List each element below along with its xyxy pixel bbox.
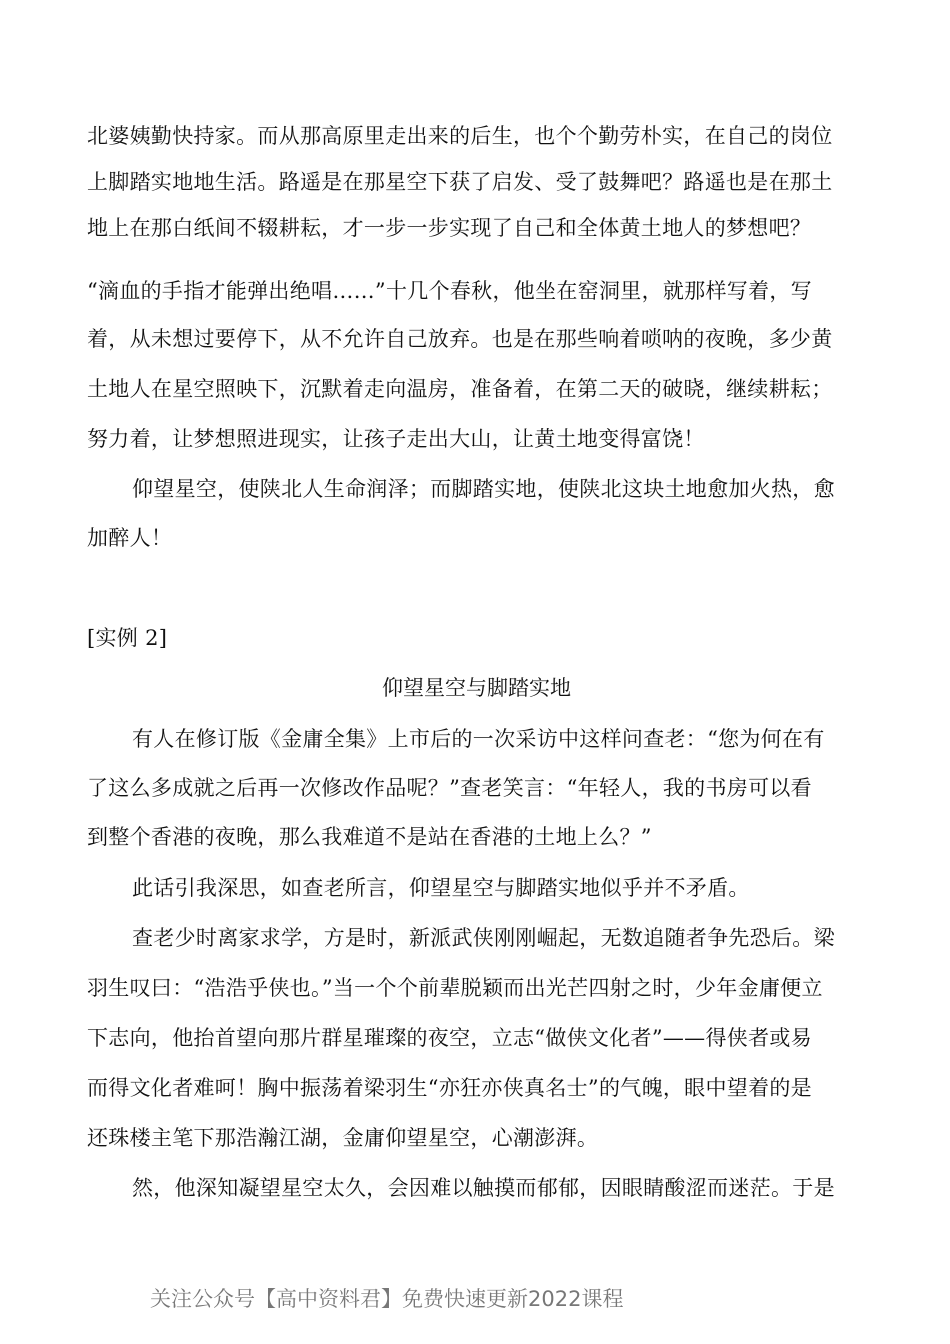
text-line: 而得文化者难呵！胸中振荡着梁羽生“亦狂亦侠真名士”的气魄，眼中望着的是	[87, 1076, 812, 1100]
footer-watermark: 关注公众号【高中资料君】免费快速更新2022课程	[150, 1287, 624, 1311]
text-line: 加醉人！	[87, 526, 173, 550]
text-line: 着，从未想过要停下，从不允许自己放弃。也是在那些响着唢呐的夜晚，多少黄	[87, 327, 833, 351]
text-line: 努力着，让梦想照进现实，让孩子走出大山，让黄土地变得富饶！	[87, 427, 705, 451]
text-line: 仰望星空，使陕北人生命润泽；而脚踏实地，使陕北这块土地愈加火热，愈	[132, 477, 835, 501]
essay-title: 仰望星空与脚踏实地	[382, 676, 571, 700]
text-line: 有人在修订版《金庸全集》上市后的一次采访中这样问查老：“您为何在有	[132, 727, 825, 751]
text-line: 地上在那白纸间不辍耕耘，才一步一步实现了自己和全体黄土地人的梦想吧？	[87, 216, 812, 240]
example-label: [实例 2]	[87, 626, 168, 650]
text-line: 到整个香港的夜晚，那么我难道不是站在香港的土地上么？”	[87, 825, 652, 849]
text-line: 还珠楼主笔下那浩瀚江湖，金庸仰望星空，心潮澎湃。	[87, 1126, 599, 1150]
text-line: 下志向，他抬首望向那片群星璀璨的夜空，立志“做侠文化者”——得侠者或易	[87, 1026, 812, 1050]
text-line: 查老少时离家求学，方是时，新派武侠刚刚崛起，无数追随者争先恐后。梁	[132, 926, 835, 950]
text-line: 此话引我深思，如查老所言，仰望星空与脚踏实地似乎并不矛盾。	[132, 876, 750, 900]
text-line: 北婆姨勤快持家。而从那高原里走出来的后生，也个个勤劳朴实，在自己的岗位	[87, 124, 833, 148]
text-line: “滴血的手指才能弹出绝唱……”十几个春秋，他坐在窑洞里，就那样写着，写	[87, 279, 812, 303]
text-line: 土地人在星空照映下，沉默着走向温房，准备着，在第二天的破晓，继续耕耘；	[87, 377, 833, 401]
text-line: 了这么多成就之后再一次修改作品呢？”查老笑言：“年轻人，我的书房可以看	[87, 776, 812, 800]
text-line: 上脚踏实地地生活。路遥是在那星空下获了启发、受了鼓舞吧？路遥也是在那土	[87, 170, 833, 194]
text-line: 羽生叹曰：“浩浩乎侠也。”当一个个前辈脱颖而出光芒四射之时，少年金庸便立	[87, 976, 823, 1000]
text-line: 然，他深知凝望星空太久，会因难以触摸而郁郁，因眼睛酸涩而迷茫。于是	[132, 1176, 835, 1200]
